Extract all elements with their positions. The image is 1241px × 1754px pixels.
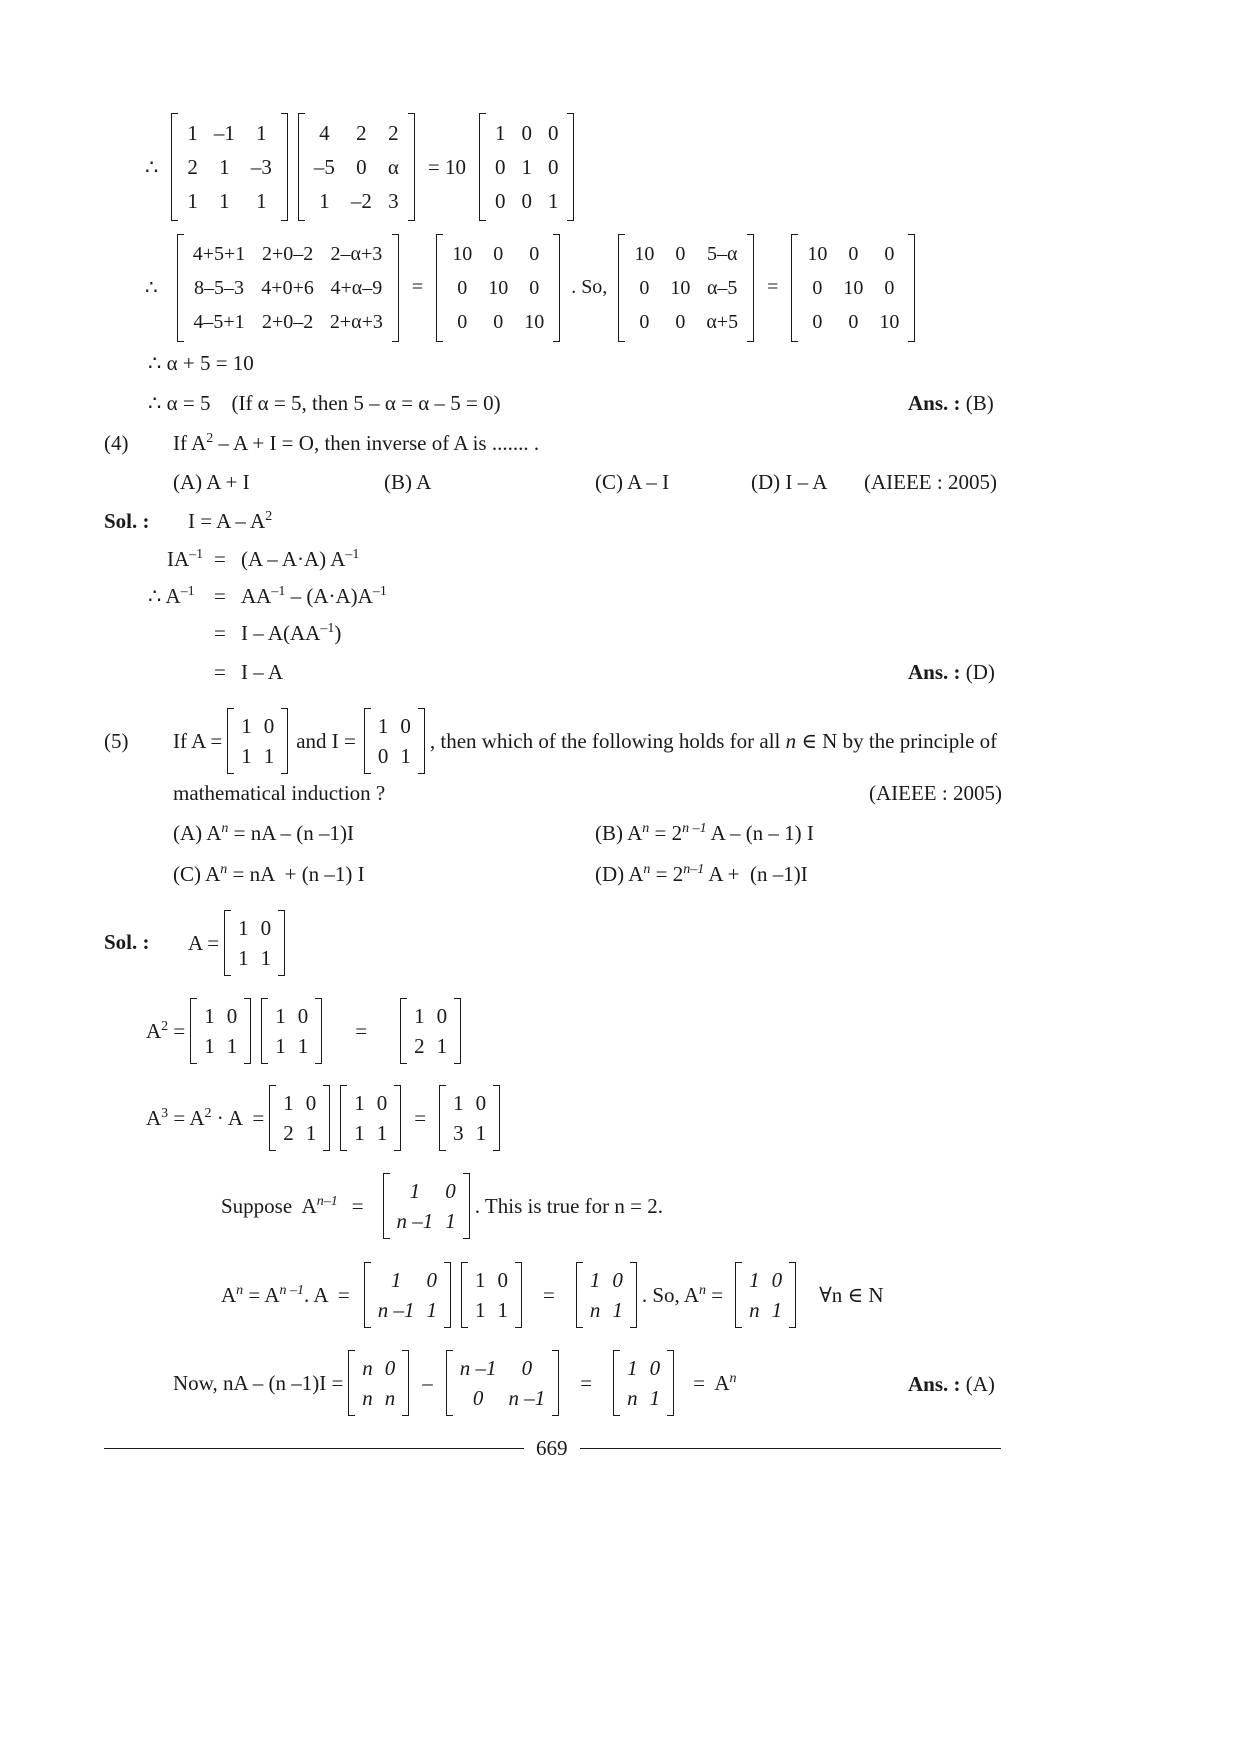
sol4-line3-rhs (241, 586, 387, 607)
matrix-cell: n (749, 1298, 760, 1322)
sol4-line2-rhs (241, 549, 359, 570)
question-4-text (173, 433, 539, 454)
matrix-cell: 0 (547, 121, 559, 145)
a3-sup: 3 (161, 1105, 169, 1121)
matrix-cell: 1 (771, 1298, 783, 1322)
alpha-plus-five-line: ∴ α + 5 = 10 (148, 351, 254, 375)
sol4-line2-lhs (167, 549, 203, 570)
matrix-cell: 0 (457, 276, 468, 299)
sol5-a3-line (146, 1085, 505, 1151)
footer-rule-right (580, 1448, 1001, 1449)
matrix-cell: 0 (305, 1091, 317, 1115)
aa-text-b: – (A·A)A (285, 584, 373, 608)
matrix-cell: α+5 (706, 310, 739, 333)
matrix-cell: 4+α–9 (330, 276, 383, 299)
matrix-cell: 0 (521, 189, 532, 213)
matrix-cell: n (589, 1298, 601, 1322)
matrix-cell: 2 (187, 155, 198, 179)
answer-label: Ans. : (908, 391, 961, 415)
matrix-1 (171, 116, 288, 218)
matrix-cell: n –1 (377, 1298, 415, 1322)
matrix-cell: –3 (250, 155, 272, 179)
equals-sign: = (355, 1018, 368, 1043)
matrix-cell: n –1 (508, 1386, 546, 1410)
an-mid-sup: n –1 (279, 1282, 305, 1298)
q5-text-c: mathematical induction ? (173, 781, 386, 805)
matrix-cell: 0 (639, 310, 650, 333)
a3-end: · A = (211, 1105, 265, 1130)
matrix-cell: 1 (275, 1004, 286, 1028)
a3-lhs (146, 1106, 264, 1131)
matrix-a (224, 913, 285, 973)
matrix-cell: 2–α+3 (330, 242, 383, 265)
matrix-cell: 0 (472, 1386, 484, 1410)
opt-a-rest: = nA – (n –1)I (228, 821, 355, 845)
matrix-cell: n –1 (459, 1356, 497, 1380)
matrix-cell: 0 (812, 310, 823, 333)
q5-and: and I = (296, 728, 356, 753)
matrix-a (190, 1001, 251, 1061)
matrix-cell: –2 (350, 189, 372, 213)
matrix-n (576, 1265, 637, 1325)
matrix-cell: 0 (493, 310, 504, 333)
matrix-cell: 1 (749, 1268, 760, 1292)
inv-sup: –1 (271, 584, 286, 599)
matrix-cell: 1 (219, 189, 230, 213)
ia-text: IA (167, 547, 190, 571)
page-number: 669 (536, 1436, 568, 1460)
matrix-cell: 2+0–2 (261, 310, 314, 333)
matrix-cell: 0 (639, 276, 650, 299)
matrix-cell: n (362, 1356, 373, 1380)
answer-value: (A) (965, 1372, 995, 1396)
an-sup: n (236, 1282, 244, 1298)
a3-mid-sup: 2 (204, 1105, 212, 1121)
now-text: Now, nA – (n –1)I = (173, 1370, 344, 1395)
matrix-cell: 8–5–3 (194, 276, 245, 299)
a2-eq: = (168, 1018, 186, 1043)
matrix-cell: 4+5+1 (192, 242, 246, 265)
matrix-cell: n (627, 1386, 638, 1410)
equals-sign: = (542, 1282, 555, 1307)
inv-sup: –1 (345, 547, 360, 562)
matrix-cell: 0 (384, 1356, 396, 1380)
alpha-text: ∴ α = 5 (If α = 5, then 5 – α = α – 5 = 0) (148, 391, 501, 415)
matrix-cell: 0 (494, 155, 506, 179)
matrix-cell: 1 (521, 155, 532, 179)
q5-n: n (785, 728, 797, 753)
q5-text-b: ∈ N by the principle of (796, 728, 998, 753)
so-sup: n (699, 1282, 707, 1298)
matrix-cell: 1 (263, 744, 275, 768)
q4-source: (AIEEE : 2005) (864, 470, 997, 494)
matrix-cell: 2 (283, 1121, 294, 1145)
matrix-cell: 4+0+6 (261, 276, 314, 299)
matrix-suppose (364, 1265, 451, 1325)
matrix-a3 (439, 1088, 500, 1148)
matrix-cell: 10 (634, 242, 655, 265)
opt-c-label: (C) A (173, 862, 221, 886)
equals-sign-2: = (767, 276, 779, 298)
matrix-cell: 1 (627, 1356, 638, 1380)
opt-c-rest: = nA + (n –1) I (227, 862, 365, 886)
question-5-line (173, 708, 997, 774)
matrix-cell: 1 (400, 744, 411, 768)
a2-sup: 2 (161, 1018, 169, 1034)
a-text: A (221, 1282, 237, 1307)
matrix-cell: 1 (612, 1298, 623, 1322)
matrix-cell: 10 (452, 242, 473, 265)
matrix-cell: 0 (377, 744, 389, 768)
matrix-cell: 1 (547, 189, 559, 213)
question-5-number: (5) (104, 729, 129, 753)
matrix-cell: n (362, 1386, 373, 1410)
matrix-cell: 0 (494, 189, 506, 213)
matrix-cell: 1 (474, 1298, 486, 1322)
matrix-cell: 0 (493, 242, 504, 265)
matrix-cell: 0 (475, 1091, 487, 1115)
matrix-cell: 2+α+3 (329, 310, 383, 333)
matrix-cell: 1 (354, 1121, 365, 1145)
answer-label: Ans. : (908, 660, 961, 684)
sol-5-label: Sol. : (104, 930, 150, 954)
matrix-cell: 0 (445, 1179, 456, 1203)
sol-4-label: Sol. : (104, 509, 150, 533)
sol5-suppose-line (221, 1173, 663, 1239)
matrix-a2 (400, 1001, 461, 1061)
matrix-cell: 1 (475, 1121, 487, 1145)
l4-end: ) (334, 621, 342, 645)
sol4-eq-1: = (214, 547, 226, 571)
rhs-text: (A – A·A) A (241, 547, 346, 571)
matrix-cell: 1 (256, 189, 267, 213)
n-sup: n (643, 862, 651, 877)
matrix-cell: 1 (219, 155, 230, 179)
suppose-label: Suppose A (221, 1193, 317, 1218)
sol5-a2-line (146, 998, 466, 1064)
matrix-product-line (145, 122, 579, 212)
matrix-a (461, 1265, 522, 1325)
an-mid: = A (243, 1282, 280, 1307)
answer-label: Ans. : (908, 1372, 961, 1396)
matrix-na (348, 1353, 409, 1413)
suppose-text (221, 1194, 338, 1219)
q4-sup: 2 (206, 431, 214, 446)
equals-sign: = (580, 1370, 593, 1395)
matrix-cell: 1 (187, 121, 198, 145)
q4-option-a: (A) A + I (173, 470, 250, 494)
equals-ten: = 10 (427, 154, 466, 179)
an-end: . A = (304, 1282, 350, 1307)
matrix-cell: 0 (400, 714, 411, 738)
q5-text-a: , then which of the following holds for all (429, 728, 786, 753)
matrix-cell: 0 (649, 1356, 661, 1380)
answer-3 (908, 393, 994, 414)
q4-option-d: (D) I – A (751, 470, 828, 494)
alpha-equals-five-line (148, 393, 501, 414)
sol4-line1 (188, 511, 272, 532)
matrix-cell: 0 (675, 310, 686, 333)
matrix-cell: 0 (426, 1268, 437, 1292)
a-text: ∴ A (148, 584, 181, 608)
matrix-cell: 0 (260, 916, 272, 940)
suppose-sup: n–1 (316, 1193, 338, 1209)
q5-option-a (173, 823, 354, 844)
matrix-a (261, 1001, 322, 1061)
expanded-matrix (177, 237, 399, 339)
inv-sup: –1 (180, 584, 195, 599)
sol5-now-line (173, 1350, 737, 1416)
matrix-cell: 1 (275, 1034, 286, 1058)
inv-sup: –1 (320, 621, 335, 636)
matrix-cell: 0 (457, 310, 468, 333)
inv-sup: –1 (189, 547, 204, 562)
matrix-cell: 0 (848, 310, 859, 333)
matrix-a (227, 711, 288, 771)
answer-4 (908, 662, 995, 683)
sol4-l1-text: I = A – A (188, 509, 266, 533)
matrix-cell: 1 (226, 1034, 238, 1058)
q4-option-b: (B) A (384, 470, 432, 494)
matrix-a2 (269, 1088, 330, 1148)
matrix-cell: 1 (204, 1004, 215, 1028)
matrix-cell: 0 (884, 242, 895, 265)
opt-d-end: A + (n –1)I (704, 862, 808, 886)
matrix-cell: 1 (297, 1034, 309, 1058)
matrix-cell: 0 (547, 155, 559, 179)
opt-d-label: (D) A (595, 862, 644, 886)
sol4-line3-lhs (148, 586, 195, 607)
matrix-cell: α (387, 155, 399, 179)
equals-sign: = (414, 1105, 427, 1130)
matrix-cell: 10 (807, 242, 828, 265)
an-lhs (221, 1283, 350, 1308)
a-text: A (146, 1018, 162, 1043)
matrix-cell: 0 (521, 1356, 533, 1380)
matrix-cell: 0 (612, 1268, 623, 1292)
therefore-symbol: ∴ (145, 277, 158, 299)
matrix-cell: 1 (414, 1004, 425, 1028)
equals-an (693, 1371, 736, 1396)
sol4-eq-3: = (214, 621, 226, 645)
matrix-cell: 1 (453, 1091, 464, 1115)
matrix-cell: 1 (238, 946, 249, 970)
matrix-cell: 1 (390, 1268, 402, 1292)
matrix-cell: 1 (238, 916, 249, 940)
matrix-cell: 10 (670, 276, 691, 299)
matrix-n-minus-1 (446, 1353, 560, 1413)
sol4-line5: I – A (241, 660, 283, 684)
alpha-matrix (618, 237, 754, 339)
matrix-cell: 4–5+1 (193, 310, 245, 333)
matrix-cell: 1 (283, 1091, 294, 1115)
answer-value: (B) (965, 391, 994, 415)
eq-an-sup: n (729, 1370, 737, 1386)
q4-option-c: (C) A – I (595, 470, 670, 494)
matrix-cell: 1 (445, 1209, 456, 1233)
q5-option-d (595, 864, 808, 885)
matrix-cell: 0 (436, 1004, 448, 1028)
q5-source: (AIEEE : 2005) (869, 781, 1002, 805)
question-4-number: (4) (104, 431, 129, 455)
matrix-cell: n (384, 1386, 396, 1410)
matrix-cell: 1 (241, 714, 252, 738)
matrix-cell: 10 (524, 310, 545, 333)
matrix-cell: 1 (426, 1298, 437, 1322)
a3-mid: = A (168, 1105, 205, 1130)
matrix-cell: 0 (497, 1268, 508, 1292)
so-label: . So, A (641, 1282, 700, 1307)
matrix-sum-line (145, 240, 920, 335)
matrix-a (340, 1088, 401, 1148)
matrix-cell: 2 (414, 1034, 425, 1058)
matrix-cell: 0 (226, 1004, 238, 1028)
matrix-cell: 1 (204, 1034, 215, 1058)
matrix-cell: 0 (297, 1004, 309, 1028)
identity-matrix (479, 116, 575, 218)
matrix-cell: 10 (879, 310, 900, 333)
sol4-eq-2: = (214, 584, 226, 608)
matrix-cell: 2 (356, 121, 367, 145)
matrix-cell: –1 (213, 121, 235, 145)
matrix-cell: 10 (488, 276, 509, 299)
a-text: A (146, 1105, 162, 1130)
matrix-cell: 10 (843, 276, 864, 299)
matrix-cell: 1 (649, 1386, 661, 1410)
true-text: . This is true for n = 2. (474, 1193, 663, 1218)
n-sup: n (221, 821, 229, 836)
sol5-a-line (188, 910, 290, 976)
matrix-cell: 1 (409, 1179, 421, 1203)
q5-option-b (595, 823, 814, 844)
matrix-cell: 1 (436, 1034, 448, 1058)
matrix-cell: 1 (377, 714, 389, 738)
matrix-cell: 1 (260, 946, 272, 970)
sol4-eq-4: = (214, 660, 226, 684)
equals-sign: = (411, 276, 424, 298)
footer-rule-left (104, 1448, 524, 1449)
matrix-2 (298, 116, 415, 218)
matrix-cell: 3 (388, 189, 399, 213)
matrix-cell: n –1 (396, 1209, 434, 1233)
ten-identity-matrix-2 (791, 237, 915, 339)
matrix-cell: 0 (771, 1268, 783, 1292)
matrix-cell: 0 (263, 714, 275, 738)
matrix-cell: 0 (356, 155, 367, 179)
matrix-cell: 1 (589, 1268, 601, 1292)
n-sup: n (642, 821, 650, 836)
matrix-cell: 1 (256, 121, 267, 145)
ten-identity-matrix (436, 237, 560, 339)
sol5-an-line (221, 1262, 884, 1328)
matrix-cell: 0 (884, 276, 895, 299)
so-text: . So, (571, 276, 608, 298)
matrix-cell: 1 (497, 1298, 508, 1322)
q4-text-a: If A (173, 431, 207, 455)
matrix-cell: 1 (305, 1121, 317, 1145)
matrix-cell: 1 (354, 1091, 365, 1115)
inv-sup: –1 (372, 584, 387, 599)
answer-5 (908, 1374, 995, 1395)
matrix-cell: 1 (241, 744, 252, 768)
aa-text: AA (241, 584, 272, 608)
n-sup: n (220, 862, 228, 877)
matrix-cell: 3 (453, 1121, 464, 1145)
matrix-cell: 1 (319, 189, 330, 213)
matrix-cell: 1 (474, 1268, 486, 1292)
matrix-n (735, 1265, 796, 1325)
equals-sign: = (351, 1193, 364, 1218)
matrix-cell: 2+0–2 (261, 242, 314, 265)
forall-text: ∀n ∈ N (819, 1282, 884, 1307)
q5-if: If A = (173, 728, 223, 753)
matrix-cell: 0 (675, 242, 686, 265)
a-eq: A = (188, 930, 220, 955)
matrix-cell: 0 (848, 242, 859, 265)
minus-sign: – (422, 1370, 433, 1395)
l4-text: I – A(AA (241, 621, 321, 645)
opt-b-end: A – (n – 1) I (706, 821, 814, 845)
opt-d-sup: n–1 (683, 862, 705, 877)
so-an (642, 1283, 723, 1308)
so-eq: = (706, 1282, 724, 1307)
matrix-n (613, 1353, 674, 1413)
matrix-cell: 0 (529, 276, 540, 299)
q5-option-c (173, 864, 365, 885)
matrix-cell: –5 (313, 155, 335, 179)
opt-b-rest: = 2 (649, 821, 683, 845)
opt-d-rest: = 2 (650, 862, 684, 886)
matrix-cell: α–5 (706, 276, 738, 299)
sol4-l1-sup: 2 (265, 509, 273, 524)
matrix-cell: 0 (376, 1091, 388, 1115)
matrix-cell: 1 (187, 189, 198, 213)
matrix-cell: 0 (529, 242, 540, 265)
matrix-cell: 1 (494, 121, 506, 145)
matrix-cell: 4 (319, 121, 330, 145)
matrix-cell: 1 (376, 1121, 388, 1145)
eq-an-text: = A (693, 1370, 730, 1395)
opt-b-label: (B) A (595, 821, 643, 845)
opt-a-label: (A) A (173, 821, 222, 845)
matrix-cell: 0 (812, 276, 823, 299)
opt-b-sup: n –1 (682, 821, 707, 836)
matrix-suppose (383, 1176, 470, 1236)
matrix-cell: 0 (521, 121, 532, 145)
matrix-cell: 5–α (706, 242, 738, 265)
matrix-cell: 2 (388, 121, 399, 145)
a2-lhs (146, 1019, 185, 1044)
matrix-i (364, 711, 425, 771)
therefore-symbol: ∴ (145, 154, 159, 179)
sol4-line4 (241, 623, 341, 644)
answer-value: (D) (965, 660, 995, 684)
q4-text-b: – A + I = O, then inverse of A is ....... . (213, 431, 540, 455)
